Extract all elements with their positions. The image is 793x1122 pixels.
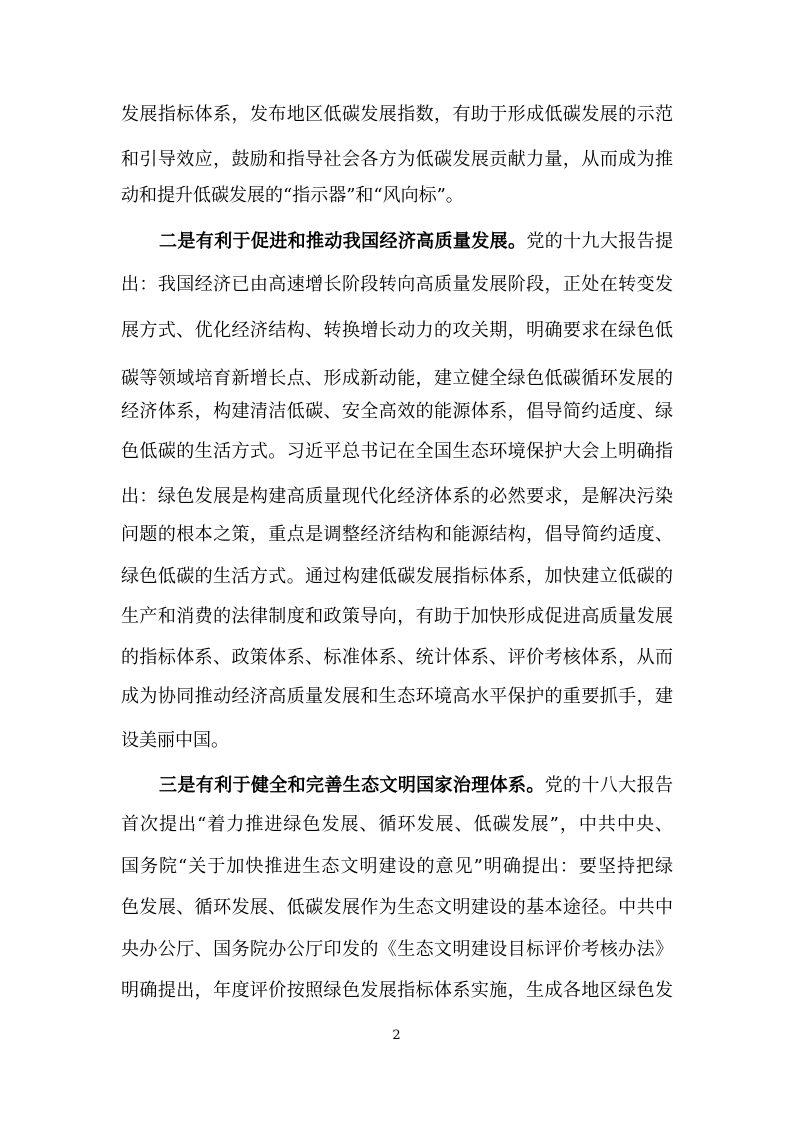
paragraph-line: 问题的根本之策，重点是调整经济结构和能源结构，倡导简约适度、 (121, 524, 673, 545)
paragraph-line: 动和提升低碳发展的“指示器”和“风向标”。 (121, 185, 464, 206)
paragraph-line: 明确提出，年度评价按照绿色发展指标体系实施，生成各地区绿色发 (121, 980, 673, 1001)
paragraph-line: 色发展、循环发展、低碳发展作为生态文明建设的基本途径。中共中 (121, 897, 673, 918)
paragraph-line: 色低碳的生活方式。习近平总书记在全国生态环境保护大会上明确指 (121, 441, 673, 462)
paragraph-line: 展方式、优化经济结构、转换增长动力的攻关期，明确要求在绿色低 (121, 320, 673, 341)
paragraph-line: 央办公厅、国务院办公厅印发的《生态文明建设目标评价考核办法》 (121, 939, 673, 960)
paragraph-line: 发展指标体系，发布地区低碳发展指数，有助于形成低碳发展的示范 (121, 104, 673, 125)
paragraph-heading-line: 三是有利于健全和完善生态文明国家治理体系。党的十八大报告 (159, 775, 673, 796)
paragraph-line: 经济体系，构建清洁低碳、安全高效的能源体系，倡导简约适度、绿 (121, 401, 673, 422)
paragraph-line: 国务院“关于加快推进生态文明建设的意见”明确提出：要坚持把绿 (121, 856, 673, 877)
paragraph-heading: 二是有利于促进和推动我国经济高质量发展。 (159, 231, 527, 252)
paragraph-line: 绿色低碳的生活方式。通过构建低碳发展指标体系，加快建立低碳的 (121, 566, 673, 587)
paragraph-heading-line: 二是有利于促进和推动我国经济高质量发展。党的十九大报告提 (159, 231, 673, 252)
paragraph-line: 设美丽中国。 (121, 730, 229, 751)
paragraph-line: 出：我国经济已由高速增长阶段转向高质量发展阶段，正处在转变发 (121, 274, 673, 295)
paragraph-line: 的指标体系、政策体系、标准体系、统计体系、评价考核体系，从而 (121, 647, 673, 668)
page-number: 2 (392, 1028, 401, 1043)
paragraph-line: 碳等领域培育新增长点、形成新动能，建立健全绿色低碳循环发展的 (121, 368, 673, 389)
paragraph-line: 生产和消费的法律制度和政策导向，有助于加快形成促进高质量发展 (121, 606, 673, 627)
paragraph-heading: 三是有利于健全和完善生态文明国家治理体系。 (159, 775, 545, 796)
paragraph-line: 出：绿色发展是构建高质量现代化经济体系的必然要求，是解决污染 (121, 486, 673, 507)
paragraph-line: 和引导效应，鼓励和指导社会各方为低碳发展贡献力量，从而成为推 (121, 149, 673, 170)
paragraph-line: 首次提出“着力推进绿色发展、循环发展、低碳发展”，中共中央、 (121, 814, 673, 835)
paragraph-line: 成为协同推动经济高质量发展和生态环境高水平保护的重要抓手，建 (121, 686, 673, 707)
